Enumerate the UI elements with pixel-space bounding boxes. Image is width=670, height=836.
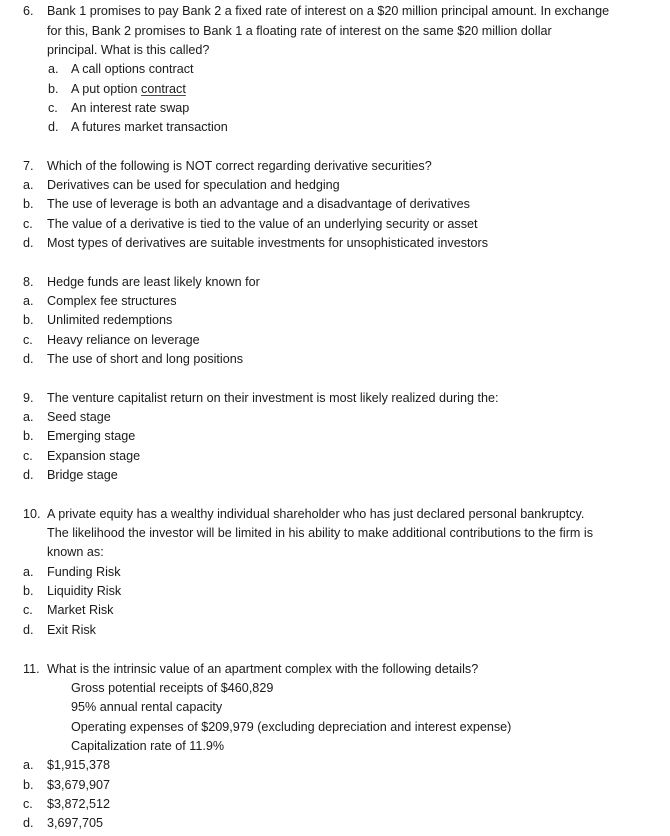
question-stem-line: principal. What is this called? <box>47 43 210 57</box>
option-letter: c. <box>23 217 33 231</box>
option-letter: d. <box>23 816 34 830</box>
option-text: The value of a derivative is tied to the value of an underlying security or asset <box>47 217 478 231</box>
option-text: The use of short and long positions <box>47 352 244 366</box>
option-text: Derivatives can be used for speculation and hedging <box>47 178 340 192</box>
question-stem-line: known as: <box>47 545 104 559</box>
question-number: 11. <box>23 662 40 676</box>
option-letter: a. <box>23 758 34 772</box>
option-text: Emerging stage <box>47 429 136 443</box>
option-letter: d. <box>23 236 34 250</box>
option-text: Market Risk <box>47 603 114 617</box>
option-letter: c. <box>23 449 33 463</box>
question-stem: What is the intrinsic value of an apartment complex with the following details? <box>47 662 479 676</box>
option-text: Complex fee structures <box>47 294 177 308</box>
option-text: Funding Risk <box>47 565 121 579</box>
question-number: 10. <box>23 507 41 521</box>
question-number: 9. <box>23 391 34 405</box>
question-stem-line: Bank 1 promises to pay Bank 2 a fixed rate of interest on a $20 million principal amount. In exchange <box>47 4 610 18</box>
option-letter: c. <box>23 333 33 347</box>
option-letter: c. <box>23 603 33 617</box>
option-letter: b. <box>23 197 34 211</box>
option-letter: a. <box>23 294 34 308</box>
option-letter: b. <box>48 82 59 96</box>
question-number: 7. <box>23 159 34 173</box>
option-letter: b. <box>23 429 34 443</box>
option-letter: b. <box>23 313 34 327</box>
option-text: A call options contract <box>71 62 194 76</box>
option-text: Heavy reliance on leverage <box>47 333 200 347</box>
option-letter: a. <box>23 178 34 192</box>
option-text: Expansion stage <box>47 449 141 463</box>
question-number: 6. <box>23 4 34 18</box>
option-text: Liquidity Risk <box>47 584 122 598</box>
option-text: Most types of derivatives are suitable investments for unsophisticated investors <box>47 236 488 250</box>
option-text <box>71 80 186 99</box>
option-text: A futures market transaction <box>71 120 228 134</box>
option-text: $3,872,512 <box>47 797 111 811</box>
detail-line: Capitalization rate of 11.9% <box>71 739 225 753</box>
question-stem: Hedge funds are least likely known for <box>47 275 260 289</box>
option-text: An interest rate swap <box>71 101 190 115</box>
option-letter: b. <box>23 584 34 598</box>
option-letter: d. <box>23 468 34 482</box>
question-number: 8. <box>23 275 34 289</box>
option-letter: d. <box>23 352 34 366</box>
option-letter: d. <box>48 120 59 134</box>
detail-line: 95% annual rental capacity <box>71 700 223 714</box>
detail-line: Gross potential receipts of $460,829 <box>71 681 274 695</box>
question-stem-line: A private equity has a wealthy individual shareholder who has just declared personal bankruptcy. <box>47 507 585 521</box>
detail-line: Operating expenses of $209,979 (excluding depreciation and interest expense) <box>71 720 512 734</box>
option-text: $1,915,378 <box>47 758 111 772</box>
option-letter: a. <box>48 62 59 76</box>
option-text: $3,679,907 <box>47 778 111 792</box>
question-stem-line: The likelihood the investor will be limited in his ability to make additional contributions to the firm is <box>47 526 593 540</box>
option-letter: b. <box>23 778 34 792</box>
question-stem: Which of the following is NOT correct regarding derivative securities? <box>47 159 432 173</box>
question-stem: The venture capitalist return on their investment is most likely realized during the: <box>47 391 499 405</box>
option-letter: c. <box>48 101 58 115</box>
option-text-underlined: contract <box>141 82 186 96</box>
option-letter: a. <box>23 410 34 424</box>
option-text: Bridge stage <box>47 468 118 482</box>
option-text: Unlimited redemptions <box>47 313 173 327</box>
option-text: Seed stage <box>47 410 111 424</box>
option-text-plain: A put option <box>71 82 142 96</box>
option-text: The use of leverage is both an advantage and a disadvantage of derivatives <box>47 197 470 211</box>
option-letter: a. <box>23 565 34 579</box>
option-letter: d. <box>23 623 34 637</box>
option-letter: c. <box>23 797 33 811</box>
question-stem-line: for this, Bank 2 promises to Bank 1 a floating rate of interest on the same $20 million dollar <box>47 24 552 38</box>
option-text: 3,697,705 <box>47 816 104 830</box>
option-text: Exit Risk <box>47 623 96 637</box>
